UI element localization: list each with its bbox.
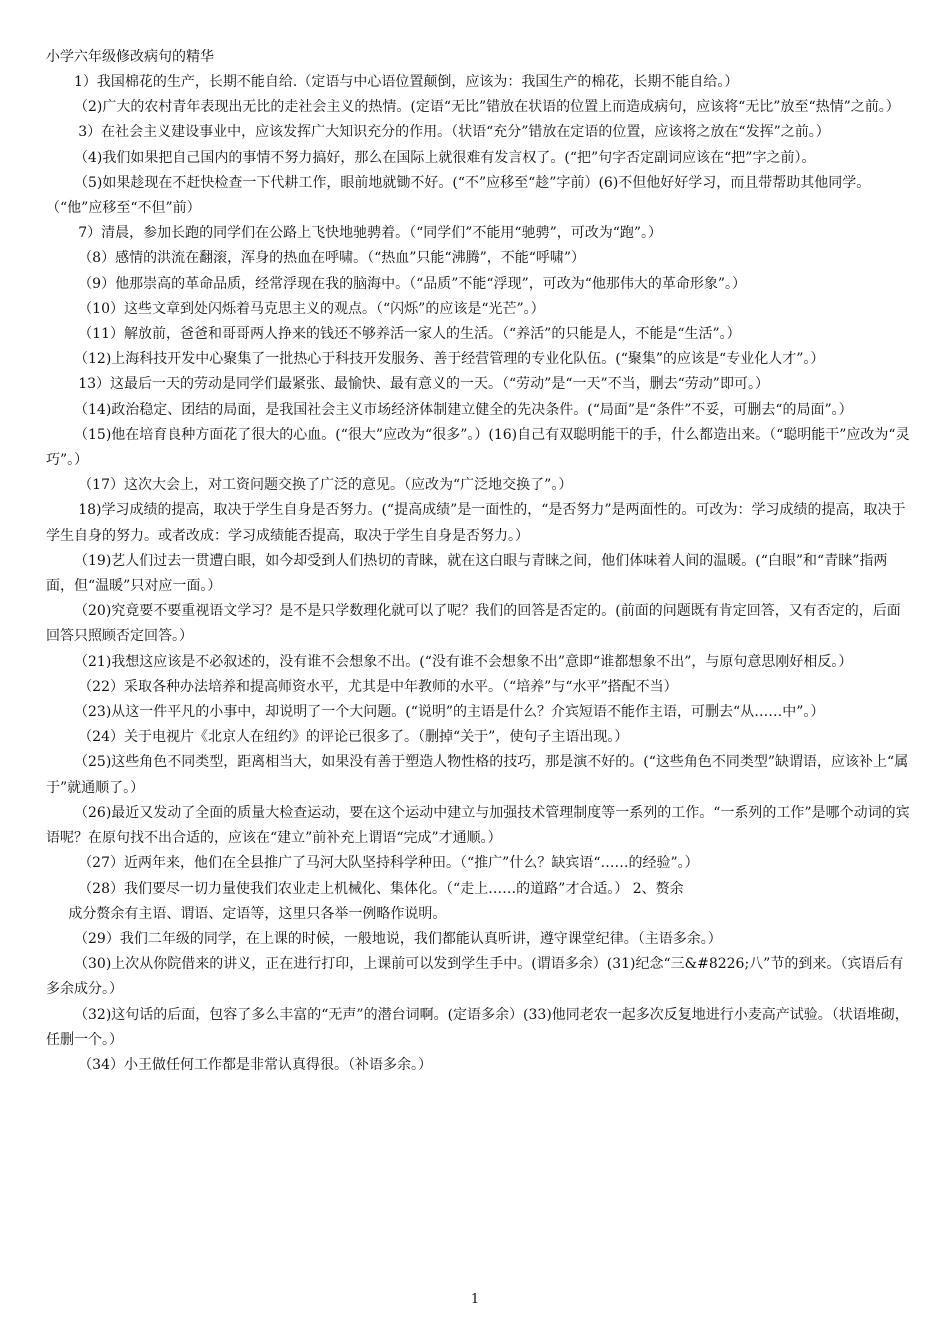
paragraph-29: （29）我们二年级的同学，在上课的时候，一般地说，我们都能认真听讲，遵守课堂纪律。（主语多余。） [74,930,722,947]
paragraph-22: （22）采取各种办法培养和提高师资水平，尤其是中年教师的水平。（“培养”与“水平”搭配不当） [78,678,678,695]
paragraph-13: 13）这最后一天的劳动是同学们最紧张、最愉快、最有意义的一天。（“劳动”是“一天”不当，删去“劳动”即可。） [78,376,769,393]
paragraph-1: 1）我国棉花的生产，长期不能自给.（定语与中心语位置颠倒，应该为：我国生产的棉花，长期不能自给。） [74,74,739,90]
paragraph-10: （10）这些文章到处闪烁着马克思主义的观点。（“闪烁”的应该是“光芒”。） [78,300,545,317]
paragraph-14: （14)政治稳定、团结的局面，是我国社会主义市场经济体制建立健全的先决条件。(“局面”是“条件”不妥，可删去“的局面”。） [74,401,853,418]
paragraph-9: （9）他那崇高的革命品质，经常浮现在我的脑海中。（“品质”不能“浮现”，可改为“他那伟大的革命形象”。） [78,275,747,292]
paragraph-15: （15)他在培育良种方面花了很大的心血。(“很大”应改为“很多”。）(16)自己有双聪明能干的手，什么都造出来。（“聪明能干”应改为“灵巧”。） [46,426,910,469]
paragraph-19: （19)艺人们过去一贯遭白眼，如今却受到人们热切的青睐，就在这白眼与青睐之间，他们体味着人间的温暖。(“白眼”和“青睐”指两面，但“温暖”只对应一面。） [46,552,888,595]
document-title: 小学六年级修改病句的精华 [46,49,214,65]
paragraph-section-note: 成分赘余有主语、谓语、定语等，这里只各举一例略作说明。 [68,905,447,922]
page-number: 1 [470,1292,480,1307]
paragraph-30: （30)上次从你院借来的讲义，正在进行打印，上课前可以发到学生手中。(谓语多余）(31)纪念“三&#8226;八”节的到来。（宾语后有多余成分。） [46,956,904,998]
paragraph-27: （27）近两年来，他们在全县推广了马河大队坚持科学种田。（“推广”什么？缺宾语“……的经验”。） [78,855,699,872]
paragraph-20: （20)究竟要不要重视语文学习？是不是只学数理化就可以了呢？我们的回答是否定的。(前面的问题既有肯定回答，又有否定的，后面回答只照顾否定回答。） [46,603,901,645]
paragraph-12: （12)上海科技开发中心聚集了一批热心于科技开发服务、善于经营管理的专业化队伍。(“聚集”的应该是“专业化人才”。） [74,351,825,368]
paragraph-34: （34）小王做任何工作都是非常认真得很。（补语多余。） [78,1056,433,1073]
paragraph-25: （25)这些角色不同类型，距离相当大，如果没有善于塑造人物性格的技巧，那是演不好的。(“这些角色不同类型”缺谓语，应该补上“属于”就通顺了。） [46,754,909,796]
paragraph-2: （2)广大的农村青年表现出无比的走社会主义的热情。(定语“无比”错放在状语的位置上而造成病句，应该将“无比”放至“热情”之前。） [74,99,900,116]
paragraph-18: 18)学习成绩的提高，取决于学生自身是否努力。(“提高成绩”是一面性的，“是否努力”是两面性的。可改为：学习成绩的提高，取决于学生自身的努力。或者改成：学习成绩能否提高，取决于学生自身是否努力。） [46,502,906,544]
paragraph-3: 3）在社会主义建设事业中，应该发挥广大知识充分的作用。（状语“充分”错放在定语的位置，应该将之放在“发挥”之前。） [78,124,830,141]
paragraph-11: （11）解放前，爸爸和哥哥两人挣来的钱还不够养活一家人的生活。（“养活”的只能是人，不能是“生活”。） [78,326,741,343]
paragraph-24: （24）关于电视片《北京人在纽约》的评论已很多了。（删掉“关于”，使句子主语出现。） [78,729,629,746]
paragraph-7: 7）清晨，参加长跑的同学们在公路上飞快地驰骋着。（“同学们”不能用“驰骋”，可改为“跑”。） [78,225,663,242]
paragraph-5: （5)如果趁现在不赶快检查一下代耕工作，眼前地就锄不好。(“不”应移至“趁”字前）(6)不但他好好学习，而且带帮助其他同学。（“他”应移至“不但”前） [46,174,871,217]
paragraph-32: （32)这句话的后面，包容了多么丰富的“无声”的潜台词啊。(定语多余）(33)他同老农一起多次反复地进行小麦高产试验。（状语堆砌，任删一个。） [46,1006,909,1048]
paragraph-8: （8）感情的洪流在翻滚，浑身的热血在呼啸。（“热血”只能“沸腾”，不能“呼啸”） [78,250,586,267]
paragraph-26: （26)最近又发动了全面的质量大检查运动，要在这个运动中建立与加强技术管理制度等一系列的工作。“一系列的工作”是哪个动词的宾语呢？在原句找不出合适的，应该在“建立”前补充上谓语“完成”才通顺。） [46,804,910,847]
paragraph-17: （17）这次大会上，对工资问题交换了广泛的意见。（应改为“广泛地交换了”。） [78,477,573,494]
paragraph-21: （21)我想这应该是不必叙述的，没有谁不会想象不出。(“没有谁不会想象不出”意即“谁都想象不出”，与原句意思刚好相反。） [74,653,853,670]
paragraph-28: （28）我们要尽一切力量使我们农业走上机械化、集体化。（“走上……的道路”才合适。） 2、赘余 [78,880,684,897]
paragraph-4: （4)我们如果把自己国内的事情不努力搞好，那么在国际上就很难有发言权了。(“把”句字否定副词应该在“把”字之前）。 [74,149,816,166]
paragraph-23: （23)从这一件平凡的小事中，却说明了一个大问题。(“说明”的主语是什么？介宾短语不能作主语，可删去“从……中”。） [74,704,825,721]
